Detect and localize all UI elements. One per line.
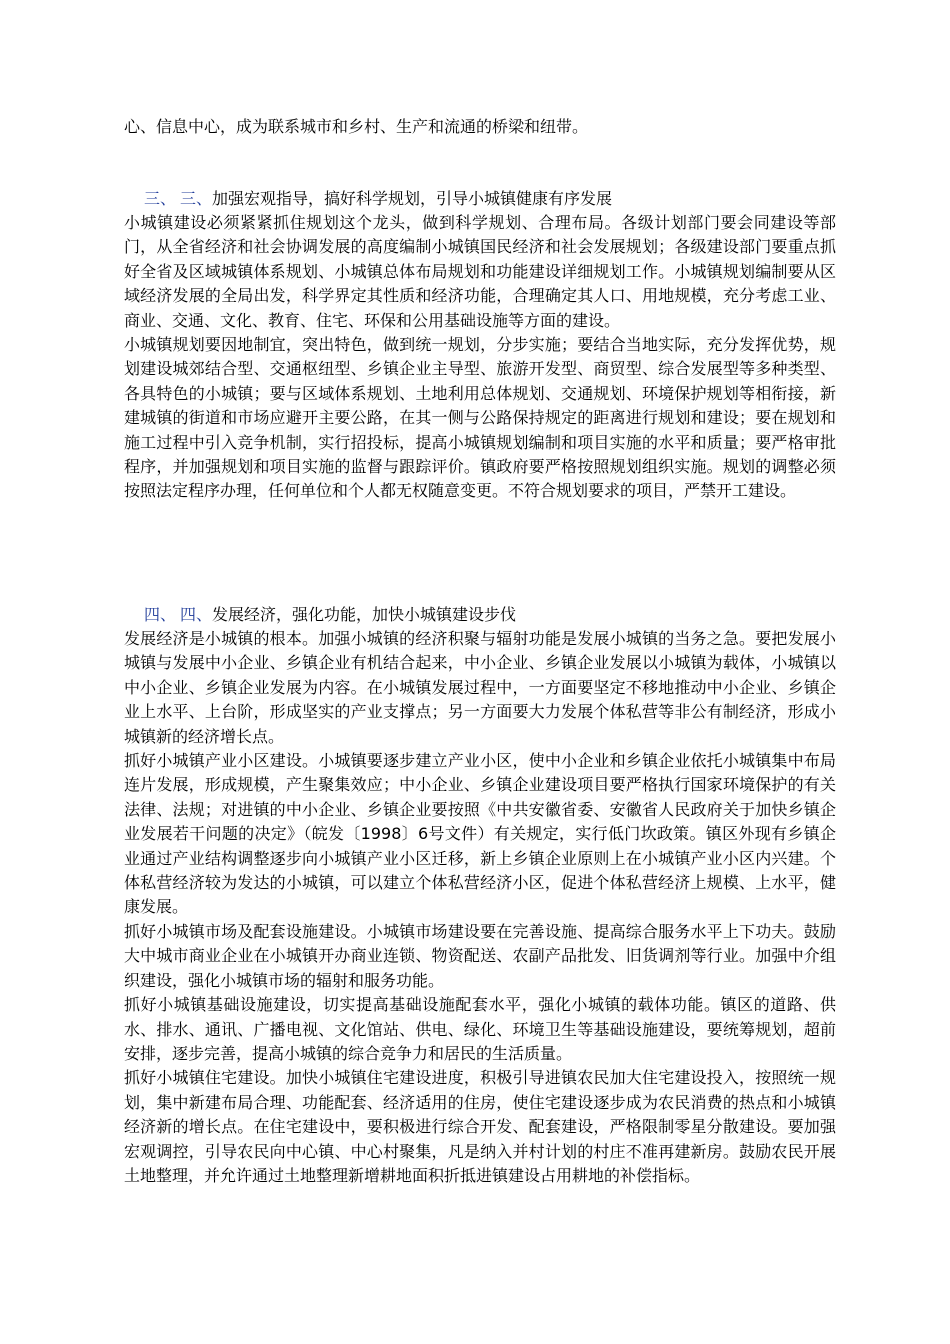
section-three-title: 加强宏观指导，搞好科学规划，引导小城镇健康有序发展: [212, 189, 613, 208]
section-four: [124, 603, 836, 1188]
section-three-paragraph-1: 小城镇建设必须紧紧抓住规划这个龙头，做到科学规划、合理布局。各级计划部门要会同建设等部门，从全省经济和社会协调发展的高度编制小城镇国民经济和社会发展规划；各级建设部门要重点抓好全省及区域城镇体系规划、小城镇总体布局规划和功能建设详细规划工作。小城镇规划编制要从区域经济发展的全局出发，科学界定其性质和经济功能，合理确定其人口、用地规模，充分考虑工业、商业、交通、文化、教育、住宅、环保和公用基础设施等方面的建设。: [124, 213, 836, 330]
section-four-title: 发展经济，强化功能，加快小城镇建设步伐: [212, 605, 517, 624]
section-three-number: 三、: [144, 189, 177, 208]
intro-line: 心、信息中心，成为联系城市和乡村、生产和流通的桥梁和纽带。: [124, 117, 589, 136]
section-four-paragraph-2: 抓好小城镇产业小区建设。小城镇要逐步建立产业小区，使中小企业和乡镇企业依托小城镇集中布局连片发展，形成规模，产生聚集效应；中小企业、乡镇企业建设项目要严格执行国家环境保护的有关法律、法规；对进镇的中小企业、乡镇企业要按照《中共安徽省委、安徽省人民政府关于加快乡镇企业发展若干问题的决定》（皖发〔1998〕6号文件）有关规定，实行低门坎政策。镇区外现有乡镇企业通过产业结构调整逐步向小城镇产业小区迁移，新上乡镇企业原则上在小城镇产业小区内兴建。个体私营经济较为发达的小城镇，可以建立个体私营经济小区，促进个体私营经济上规模、上水平，健康发展。: [124, 751, 836, 917]
section-three-number-repeat: 三、: [180, 189, 213, 208]
section-four-paragraph-5: 抓好小城镇住宅建设。加快小城镇住宅建设进度，积极引导进镇农民加大住宅建设投入，按照统一规划，集中新建布局合理、功能配套、经济适用的住房，使住宅建设逐步成为农民消费的热点和小城镇经济新的增长点。在住宅建设中，要积极进行综合开发、配套建设，严格限制零星分散建设。要加强宏观调控，引导农民向中心镇、中心村聚集，凡是纳入并村计划的村庄不准再建新房。鼓励农民开展土地整理，并允许通过土地整理新增耕地面积折抵进镇建设占用耕地的补偿指标。: [124, 1068, 836, 1185]
section-four-paragraph-4: 抓好小城镇基础设施建设，切实提高基础设施配套水平，强化小城镇的载体功能。镇区的道路、供水、排水、通讯、广播电视、文化馆站、供电、绿化、环境卫生等基础设施建设，要统筹规划，超前安排，逐步完善，提高小城镇的综合竞争力和居民的生活质量。: [124, 995, 836, 1063]
section-four-number: 四、: [144, 605, 177, 624]
section-four-heading: [124, 603, 836, 627]
section-three-heading: [124, 187, 836, 211]
section-four-paragraph-3: 抓好小城镇市场及配套设施建设。小城镇市场建设要在完善设施、提高综合服务水平上下功夫。鼓励大中城市商业企业在小城镇开办商业连锁、物资配送、农副产品批发、旧货调剂等行业。加强中介组织建设，强化小城镇市场的辐射和服务功能。: [124, 921, 836, 990]
section-four-number-repeat: 四、: [180, 605, 213, 624]
section-three-paragraph-2: 小城镇规划要因地制宜，突出特色，做到统一规划，分步实施；要结合当地实际，充分发挥优势，规划建设城郊结合型、交通枢纽型、乡镇企业主导型、旅游开发型、商贸型、综合发展型等多种类型、各具特色的小城镇；要与区域体系规划、土地利用总体规划、交通规划、环境保护规划等相衔接，新建城镇的街道和市场应避开主要公路，在其一侧与公路保持规定的距离进行规划和建设；要在规划和施工过程中引入竞争机制，实行招投标，提高小城镇规划编制和项目实施的水平和质量；要严格审批程序，并加强规划和项目实施的监督与跟踪评价。镇政府要严格按照规划组织实施。规划的调整必须按照法定程序办理，任何单位和个人都无权随意变更。不符合规划要求的项目，严禁开工建设。: [124, 335, 836, 501]
section-three: [124, 187, 836, 504]
section-four-paragraph-1: 发展经济是小城镇的根本。加强小城镇的经济积聚与辐射功能是发展小城镇的当务之急。要把发展小城镇与发展中小企业、乡镇企业有机结合起来，中小企业、乡镇企业发展以小城镇为载体，小城镇以中小企业、乡镇企业发展为内容。在小城镇发展过程中，一方面要坚定不移地推动中小企业、乡镇企业上水平、上台阶，形成坚实的产业支撑点；另一方面要大力发展个体私营等非公有制经济，形成小城镇新的经济增长点。: [124, 629, 836, 746]
